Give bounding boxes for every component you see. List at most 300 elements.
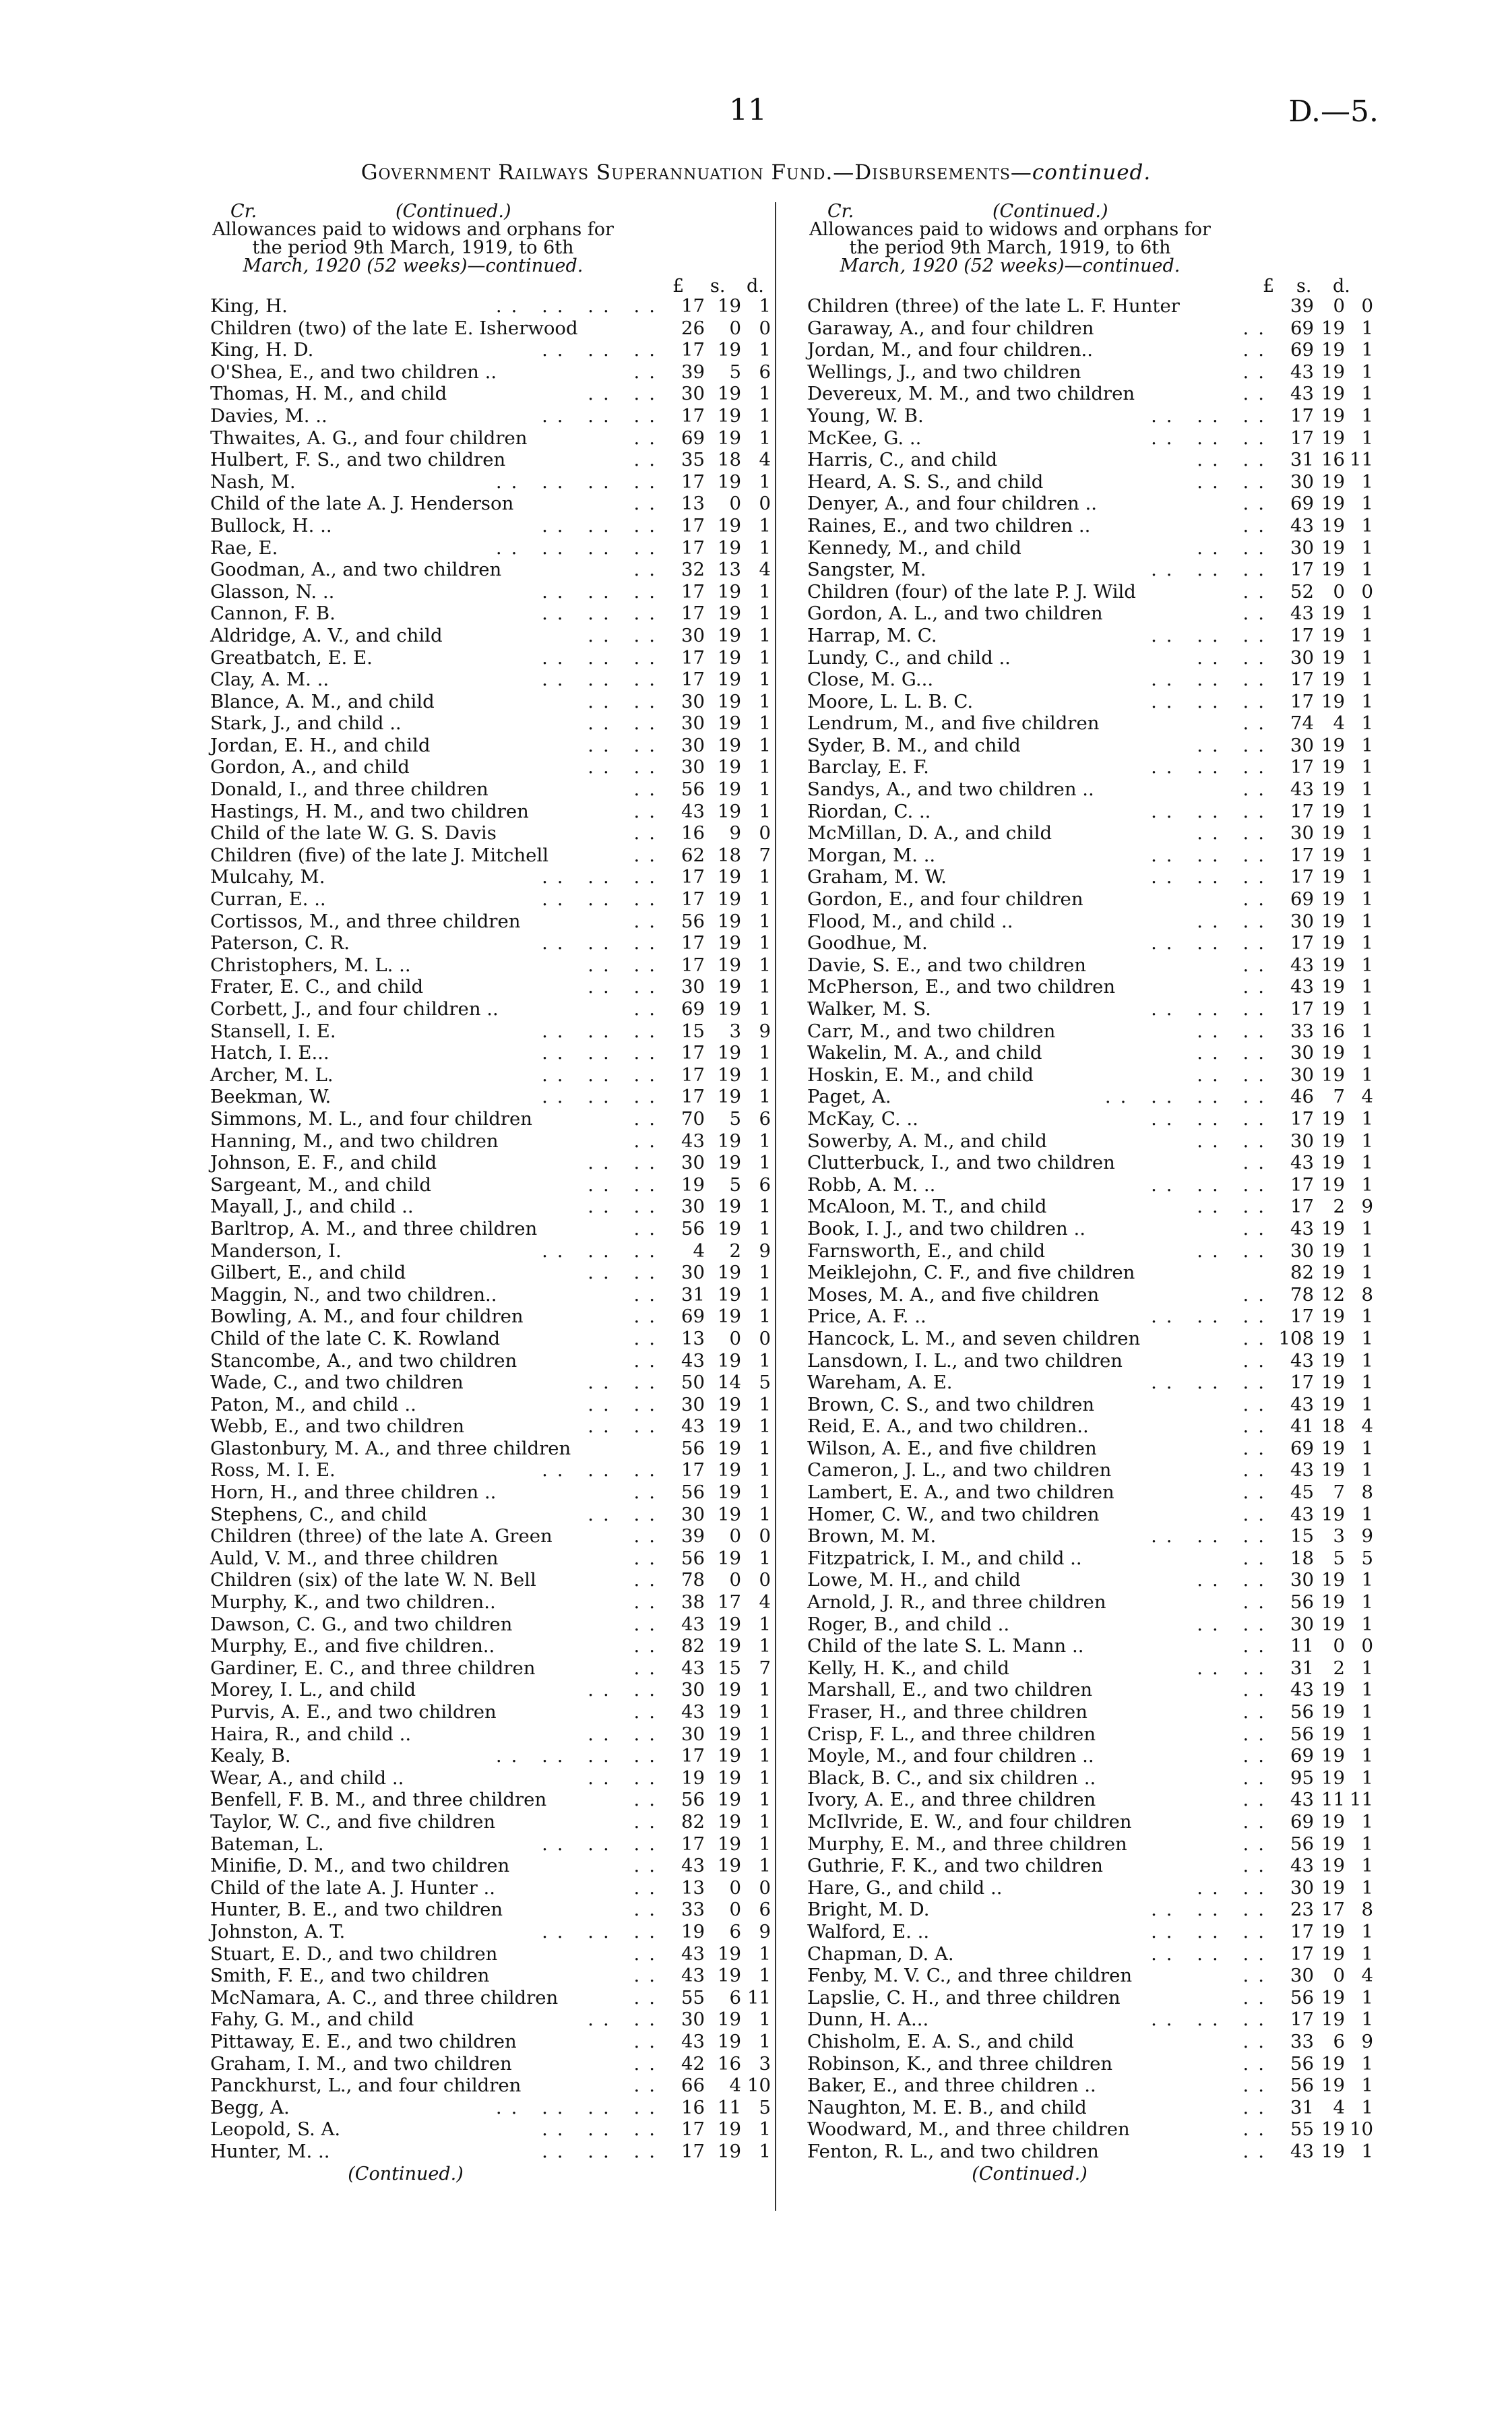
pence-value: 1: [759, 669, 771, 691]
allowance-row: [787, 1767, 1373, 1789]
payee-name: Clay, A. M. ..: [210, 669, 329, 691]
allowance-row: [787, 998, 1373, 1020]
allowance-row: [190, 1635, 771, 1657]
payee-name: Gordon, A., and child: [210, 756, 410, 778]
pounds-value: 46: [1290, 1086, 1314, 1108]
pence-value: 1: [759, 1415, 771, 1438]
shillings-value: 19: [1321, 603, 1345, 625]
leader-dots: .. ..: [1197, 470, 1273, 493]
shillings-value: 19: [718, 2118, 741, 2141]
shillings-value: 19: [718, 1481, 741, 1504]
section-heading: [787, 220, 1233, 275]
leader-dots: ..: [633, 1899, 664, 1921]
leader-dots: ..: [1242, 778, 1273, 801]
payee-name: Bullock, H. ..: [210, 514, 332, 537]
payee-name: Davie, S. E., and two children: [807, 954, 1086, 976]
shillings-value: 19: [718, 888, 741, 911]
payee-name: Meiklejohn, C. F., and five children: [807, 1262, 1135, 1284]
pence-value: 1: [1361, 866, 1373, 888]
allowance-row: [190, 1020, 771, 1043]
pence-value: 1: [1361, 1767, 1373, 1789]
pounds-value: 56: [1290, 1833, 1314, 1855]
payee-name: Arnold, J. R., and three children: [807, 1591, 1106, 1614]
shillings-value: 19: [1321, 888, 1345, 911]
payee-name: Children (three) of the late A. Green: [210, 1525, 553, 1548]
payee-name: Young, W. B.: [807, 404, 924, 427]
shillings-value: 19: [718, 1459, 741, 1481]
payee-name: Dunn, H. A...: [807, 2009, 929, 2031]
leader-dots: .. ..: [588, 383, 664, 405]
pounds-value: 45: [1290, 1481, 1314, 1504]
pence-value: 11: [1350, 1789, 1373, 1811]
leader-dots: ..: [1242, 1810, 1273, 1833]
payee-name: Black, B. C., and six children ..: [807, 1767, 1096, 1789]
shillings-header: s.: [1296, 276, 1312, 297]
allowance-row: [190, 1174, 771, 1196]
pence-value: 1: [759, 998, 771, 1020]
payee-name: Hunter, B. E., and two children: [210, 1899, 503, 1921]
payee-name: Jordan, E. H., and child: [210, 734, 431, 756]
payee-name: Johnston, A. T.: [210, 1920, 346, 1942]
allowance-row: [190, 1372, 771, 1394]
pounds-value: 30: [1290, 1064, 1314, 1086]
payee-name: Bright, M. D.: [807, 1899, 930, 1921]
allowance-row: [190, 1921, 771, 1943]
pence-value: 1: [1361, 339, 1373, 361]
leader-dots: ..: [1242, 888, 1273, 911]
allowance-row: [787, 493, 1373, 515]
pounds-value: 69: [681, 998, 705, 1020]
leader-dots: ..: [633, 1591, 664, 1614]
pounds-value: 43: [1290, 603, 1314, 625]
leader-dots: ..: [633, 1107, 664, 1130]
shillings-value: 6: [729, 1986, 741, 2009]
allowance-row: [787, 1108, 1373, 1130]
shillings-value: 19: [718, 1745, 741, 1767]
shillings-value: 19: [718, 1723, 741, 1745]
pence-value: 0: [1361, 580, 1373, 603]
payee-name: Hastings, H. M., and two children: [210, 800, 529, 822]
leader-dots: ..: [1242, 1833, 1273, 1855]
leader-dots: .. ..: [1197, 1876, 1273, 1899]
pounds-value: 43: [1290, 778, 1314, 801]
allowance-row: [190, 1284, 771, 1306]
shillings-value: 19: [718, 1547, 741, 1569]
pounds-value: 69: [1290, 339, 1314, 361]
leader-dots: ..: [1242, 1986, 1273, 2009]
allowance-row: [787, 735, 1373, 757]
leader-dots: ..: [1242, 954, 1273, 976]
pence-value: 1: [1361, 1920, 1373, 1942]
pounds-value: 33: [1290, 2030, 1314, 2052]
leader-dots: .. .. ..: [1151, 1942, 1273, 1965]
payee-name: Barclay, E. F.: [807, 756, 929, 778]
pounds-value: 43: [681, 1349, 705, 1372]
shillings-value: 19: [1321, 2118, 1345, 2141]
pounds-value: 38: [681, 1591, 705, 1614]
leader-dots: .. ..: [588, 1152, 664, 1174]
pence-value: 5: [759, 1372, 771, 1394]
shillings-value: 6: [729, 1920, 741, 1942]
payee-name: Lundy, C., and child ..: [807, 646, 1011, 669]
heading-line: the period 9th March, 1919, to 6th: [849, 237, 1171, 258]
pence-value: 8: [1361, 1481, 1373, 1504]
payee-name: Webb, E., and two children: [210, 1415, 465, 1438]
leader-dots: ..: [1242, 1503, 1273, 1525]
pence-value: 1: [1361, 1745, 1373, 1767]
allowance-row: [190, 1745, 771, 1767]
payee-name: Paterson, C. R.: [210, 932, 350, 954]
leader-dots: ..: [633, 1657, 664, 1679]
pence-value: 0: [759, 317, 771, 339]
allowance-row: [190, 911, 771, 933]
leader-dots: .. ..: [588, 1173, 664, 1196]
shillings-value: 17: [718, 1591, 741, 1614]
allowance-row: [787, 1833, 1373, 1856]
pounds-value: 13: [681, 1327, 705, 1349]
shillings-value: 19: [718, 1965, 741, 1987]
shillings-value: 19: [718, 1393, 741, 1415]
pence-value: 1: [759, 1459, 771, 1481]
left-column: [190, 202, 771, 2186]
allowance-row: [787, 1459, 1373, 1481]
shillings-value: 18: [718, 844, 741, 866]
pence-value: 3: [759, 2052, 771, 2075]
leader-dots: .. ..: [588, 1415, 664, 1438]
shillings-value: 19: [1321, 2075, 1345, 2097]
pence-value: 1: [1361, 1437, 1373, 1459]
allowance-row: [787, 405, 1373, 427]
continued-footer: (Continued.): [348, 2164, 464, 2185]
pounds-value: 15: [681, 1020, 705, 1042]
pence-value: 1: [759, 383, 771, 405]
allowance-row: [787, 317, 1373, 340]
allowance-row: [190, 1042, 771, 1064]
pence-value: 1: [1361, 1855, 1373, 1877]
pence-value: 1: [1361, 427, 1373, 449]
pounds-value: 43: [681, 1415, 705, 1438]
pence-value: 4: [759, 1591, 771, 1614]
pounds-value: 17: [1290, 800, 1314, 822]
shillings-value: 19: [718, 712, 741, 735]
shillings-value: 0: [1333, 1965, 1345, 1987]
shillings-value: 6: [1333, 2030, 1345, 2052]
leader-dots: .. .. ..: [1151, 1173, 1273, 1196]
pounds-value: 56: [1290, 2052, 1314, 2075]
allowance-row: [787, 1174, 1373, 1196]
pence-value: 0: [759, 1327, 771, 1349]
shillings-value: 19: [1321, 1679, 1345, 1701]
shillings-value: 5: [729, 1107, 741, 1130]
pence-value: 1: [759, 1437, 771, 1459]
shillings-value: 19: [718, 383, 741, 405]
leader-dots: ..: [1242, 317, 1273, 339]
pounds-value: 69: [1290, 1810, 1314, 1833]
payee-name: Child of the late C. K. Rowland: [210, 1327, 501, 1349]
pounds-value: 56: [681, 1789, 705, 1811]
pence-value: 7: [759, 1657, 771, 1679]
payee-name: Jordan, M., and four children..: [807, 339, 1094, 361]
payee-name: Stuart, E. D., and two children: [210, 1942, 498, 1965]
allowance-row: [190, 756, 771, 778]
allowance-row: [787, 2141, 1373, 2163]
leader-dots: .. ..: [1197, 1130, 1273, 1152]
pounds-value: 35: [681, 449, 705, 471]
pence-value: 1: [1361, 383, 1373, 405]
pence-value: 11: [1350, 449, 1373, 471]
pence-value: 1: [1361, 1064, 1373, 1086]
allowance-row: [787, 515, 1373, 537]
shillings-value: 19: [1321, 756, 1345, 778]
pence-value: 1: [1361, 998, 1373, 1020]
shillings-value: 19: [1321, 734, 1345, 756]
shillings-value: 19: [718, 1196, 741, 1218]
allowance-row: [787, 339, 1373, 361]
pence-value: 1: [759, 1042, 771, 1064]
payee-name: Hancock, L. M., and seven children: [807, 1327, 1141, 1349]
pence-value: 6: [759, 361, 771, 383]
shillings-value: 0: [729, 1569, 741, 1591]
allowance-row: [190, 1701, 771, 1723]
pence-value: 1: [759, 756, 771, 778]
payee-name: Murphy, E. M., and three children: [807, 1833, 1127, 1855]
shillings-value: 19: [1321, 1152, 1345, 1174]
leader-dots: .. .. ..: [542, 1833, 664, 1855]
allowance-row: [190, 1306, 771, 1328]
leader-dots: .. .. ..: [542, 2140, 664, 2162]
payee-name: Wakelin, M. A., and child: [807, 1042, 1042, 1064]
pounds-value: 108: [1278, 1327, 1314, 1349]
pounds-value: 70: [681, 1107, 705, 1130]
pence-value: 4: [1361, 1965, 1373, 1987]
pence-value: 7: [759, 844, 771, 866]
shillings-value: 5: [729, 361, 741, 383]
pence-value: 1: [759, 1481, 771, 1504]
pence-value: 1: [1361, 910, 1373, 932]
continued-label: (Continued.): [993, 201, 1108, 222]
leader-dots: .. .. ..: [542, 1042, 664, 1064]
pounds-value: 69: [1290, 1745, 1314, 1767]
pounds-value: 17: [681, 954, 705, 976]
leader-dots: ..: [633, 1635, 664, 1657]
payee-name: McIlvride, E. W., and four children: [807, 1810, 1132, 1833]
pounds-value: 43: [1290, 361, 1314, 383]
payee-name: Leopold, S. A.: [210, 2118, 341, 2141]
shillings-value: 19: [718, 537, 741, 559]
payee-name: Devereux, M. M., and two children: [807, 383, 1135, 405]
shillings-value: 19: [1321, 976, 1345, 998]
pence-value: 1: [1361, 800, 1373, 822]
pence-value: 4: [759, 559, 771, 581]
leader-dots: ..: [633, 1810, 664, 1833]
pounds-value: 17: [681, 470, 705, 493]
payee-name: Chapman, D. A.: [807, 1942, 954, 1965]
allowance-row: [787, 801, 1373, 823]
leader-dots: .. .. .. ..: [495, 1745, 664, 1767]
leader-dots: .. ..: [588, 1503, 664, 1525]
payee-name: Flood, M., and child ..: [807, 910, 1013, 932]
allowance-row: [190, 778, 771, 801]
shillings-value: 19: [1321, 1613, 1345, 1635]
pence-value: 4: [759, 449, 771, 471]
page-reference: D.—5.: [1288, 94, 1379, 129]
leader-dots: ..: [633, 1569, 664, 1591]
allowance-row: [190, 1394, 771, 1416]
pounds-value: 43: [681, 1657, 705, 1679]
payee-name: Sowerby, A. M., and child: [807, 1130, 1047, 1152]
leader-dots: .. ..: [588, 690, 664, 712]
payee-name: Ivory, A. E., and three children: [807, 1789, 1096, 1811]
payee-name: Baker, E., and three children ..: [807, 2075, 1096, 2097]
payee-name: Walford, E. ..: [807, 1920, 930, 1942]
pence-value: 1: [759, 1217, 771, 1239]
shillings-value: 15: [718, 1657, 741, 1679]
leader-dots: .. .. ..: [1151, 1920, 1273, 1942]
leader-dots: ..: [1242, 976, 1273, 998]
allowance-row: [787, 1152, 1373, 1174]
pounds-value: 43: [1290, 383, 1314, 405]
pence-value: 1: [1361, 1833, 1373, 1855]
allowance-row: [787, 778, 1373, 801]
allowance-row: [787, 712, 1373, 735]
pence-value: 1: [1361, 669, 1373, 691]
shillings-value: 5: [1333, 1547, 1345, 1569]
pence-value: 1: [1361, 976, 1373, 998]
payee-name: Fenton, R. L., and two children: [807, 2140, 1099, 2162]
pounds-value: 17: [681, 866, 705, 888]
shillings-value: 19: [718, 866, 741, 888]
leader-dots: ..: [633, 844, 664, 866]
payee-name: Morey, I. L., and child: [210, 1679, 416, 1701]
shillings-value: 13: [718, 559, 741, 581]
allowance-row: [787, 1811, 1373, 1833]
shillings-value: 19: [1321, 317, 1345, 339]
allowance-row: [190, 2075, 771, 2097]
leader-dots: ..: [1242, 514, 1273, 537]
allowance-row: [190, 1459, 771, 1481]
cr-label: Cr.: [827, 201, 854, 222]
pence-value: 1: [1361, 1876, 1373, 1899]
allowance-row: [190, 383, 771, 405]
leader-dots: .. .. ..: [1151, 404, 1273, 427]
pence-value: 1: [1361, 624, 1373, 646]
pence-value: 1: [1361, 1349, 1373, 1372]
leader-dots: .. ..: [588, 1679, 664, 1701]
pounds-value: 30: [1290, 910, 1314, 932]
pounds-value: 43: [681, 800, 705, 822]
leader-dots: ..: [633, 800, 664, 822]
shillings-value: 19: [1321, 1130, 1345, 1152]
allowance-row: [190, 691, 771, 713]
pounds-value: 17: [1290, 1196, 1314, 1218]
leader-dots: ..: [1242, 1679, 1273, 1701]
allowance-row: [787, 2097, 1373, 2119]
leader-dots: .. ..: [588, 712, 664, 735]
leader-dots: .. .. .. ..: [1104, 1086, 1273, 1108]
pence-value: 1: [1361, 932, 1373, 954]
pence-value: 1: [759, 2118, 771, 2141]
leader-dots: .. ..: [588, 1723, 664, 1745]
pence-value: 9: [759, 1020, 771, 1042]
leader-dots: .. .. ..: [542, 514, 664, 537]
allowance-row: [787, 1657, 1373, 1680]
pounds-value: 50: [681, 1372, 705, 1394]
pence-value: 1: [759, 1130, 771, 1152]
shillings-value: 19: [718, 1217, 741, 1239]
shillings-value: 11: [1321, 1789, 1345, 1811]
pounds-value: 56: [681, 1437, 705, 1459]
allowance-row: [787, 1614, 1373, 1636]
shillings-value: 19: [718, 1942, 741, 1965]
pounds-value: 17: [681, 646, 705, 669]
pounds-value: 17: [681, 1042, 705, 1064]
payee-name: Children (six) of the late W. N. Bell: [210, 1569, 536, 1591]
allowance-row: [190, 515, 771, 537]
shillings-value: 19: [718, 427, 741, 449]
pounds-value: 56: [1290, 2075, 1314, 2097]
shillings-value: 19: [1321, 1745, 1345, 1767]
pounds-value: 13: [681, 1876, 705, 1899]
allowance-row: [787, 1196, 1373, 1218]
shillings-value: 19: [1321, 1833, 1345, 1855]
payee-name: Wade, C., and two children: [210, 1372, 464, 1394]
payee-name: Kealy, B.: [210, 1745, 291, 1767]
pence-value: 1: [759, 1283, 771, 1306]
payee-name: Children (three) of the late L. F. Hunter: [807, 295, 1180, 317]
pence-value: 0: [759, 1569, 771, 1591]
pounds-value: 30: [1290, 1876, 1314, 1899]
shillings-value: 19: [718, 1789, 741, 1811]
shillings-value: 19: [1321, 954, 1345, 976]
pence-value: 1: [759, 470, 771, 493]
allowance-row: [787, 1064, 1373, 1086]
pence-value: 1: [759, 954, 771, 976]
shillings-value: 19: [718, 1415, 741, 1438]
pounds-value: 39: [681, 361, 705, 383]
payee-name: Woodward, M., and three children: [807, 2118, 1130, 2141]
payee-name: Lowe, M. H., and child: [807, 1569, 1021, 1591]
allowance-row: [787, 1921, 1373, 1943]
payee-name: Wilson, A. E., and five children: [807, 1437, 1097, 1459]
pence-value: 1: [1361, 734, 1373, 756]
pounds-value: 30: [681, 756, 705, 778]
allowance-row: [787, 1899, 1373, 1921]
leader-dots: ..: [633, 1965, 664, 1987]
pence-value: 1: [1361, 1657, 1373, 1679]
leader-dots: ..: [633, 1613, 664, 1635]
pence-value: 1: [759, 1789, 771, 1811]
payee-name: Paton, M., and child ..: [210, 1393, 416, 1415]
allowance-row: [787, 1284, 1373, 1306]
pence-value: 1: [759, 2009, 771, 2031]
shillings-value: 19: [718, 1042, 741, 1064]
payee-name: Graham, M. W.: [807, 866, 947, 888]
pounds-value: 43: [1290, 1503, 1314, 1525]
allowance-row: [190, 1218, 771, 1240]
payee-name: Children (two) of the late E. Isherwood: [210, 317, 578, 339]
leader-dots: ..: [633, 1855, 664, 1877]
leader-dots: ..: [1242, 1152, 1273, 1174]
pounds-header: £: [1263, 276, 1275, 297]
shillings-value: 19: [1321, 1437, 1345, 1459]
payee-name: Goodman, A., and two children: [210, 559, 502, 581]
pounds-value: 17: [1290, 756, 1314, 778]
leader-dots: ..: [1242, 339, 1273, 361]
pence-value: 5: [759, 2096, 771, 2118]
shillings-value: 0: [729, 1876, 741, 1899]
shillings-value: 19: [718, 2140, 741, 2162]
pounds-value: 32: [681, 559, 705, 581]
